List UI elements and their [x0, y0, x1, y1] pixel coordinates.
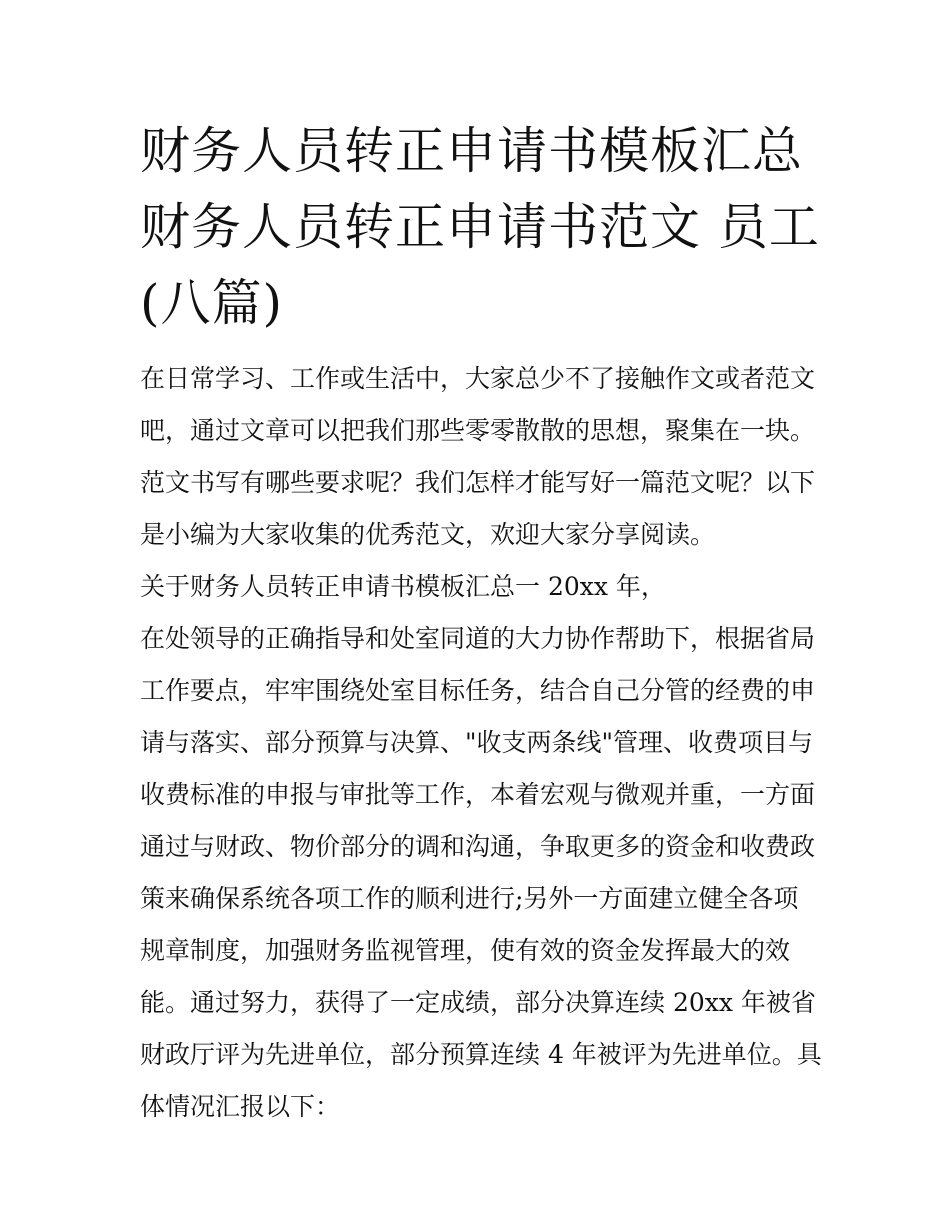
title-line: 财务人员转正申请书范文 员工	[140, 198, 820, 256]
document-title	[140, 113, 820, 341]
text-line: 范文书写有哪些要求呢？我们怎样才能写好一篇范文呢？以下	[140, 468, 816, 497]
text-line: 通过与财政、物价部分的调和沟通，争取更多的资金和收费政	[140, 832, 816, 861]
text-line: 规章制度，加强财务监视管理，使有效的资金发挥最大的效	[140, 936, 791, 965]
text-line: 体情况汇报以下：	[140, 1092, 341, 1121]
text-line: 收费标准的申报与审批等工作，本着宏观与微观并重，一方面	[140, 780, 816, 809]
title-line: 财务人员转正申请书模板汇总	[140, 122, 803, 180]
text-line: 吧，通过文章可以把我们那些零零散散的思想，聚集在一块。	[140, 416, 816, 445]
text-line: 请与落实、部分预算与决算、"收支两条线"管理、收费项目与	[140, 728, 814, 757]
text-line: 是小编为大家收集的优秀范文，欢迎大家分享阅读。	[140, 520, 716, 549]
body-paragraph	[140, 613, 820, 1133]
intro-paragraph	[140, 353, 820, 561]
text-line: 在日常学习、工作或生活中，大家总少不了接触作文或者范文	[140, 364, 816, 393]
text-line: 工作要点，牢牢围绕处室目标任务，结合自己分管的经费的申	[140, 676, 816, 705]
text-line: 在处领导的正确指导和处室同道的大力协作帮助下，根据省局	[140, 624, 816, 653]
document-content	[140, 113, 820, 1133]
text-line: 能。通过努力，获得了一定成绩，部分决算连续 20xx 年被省	[140, 988, 816, 1017]
section-heading: 关于财务人员转正申请书模板汇总一 20xx 年，	[140, 572, 666, 601]
text-line: 策来确保系统各项工作的顺利进行;另外一方面建立健全各项	[140, 884, 799, 913]
text-line: 财政厅评为先进单位，部分预算连续 4 年被评为先进单位。具	[140, 1040, 822, 1069]
title-line: (八篇)	[140, 274, 284, 332]
